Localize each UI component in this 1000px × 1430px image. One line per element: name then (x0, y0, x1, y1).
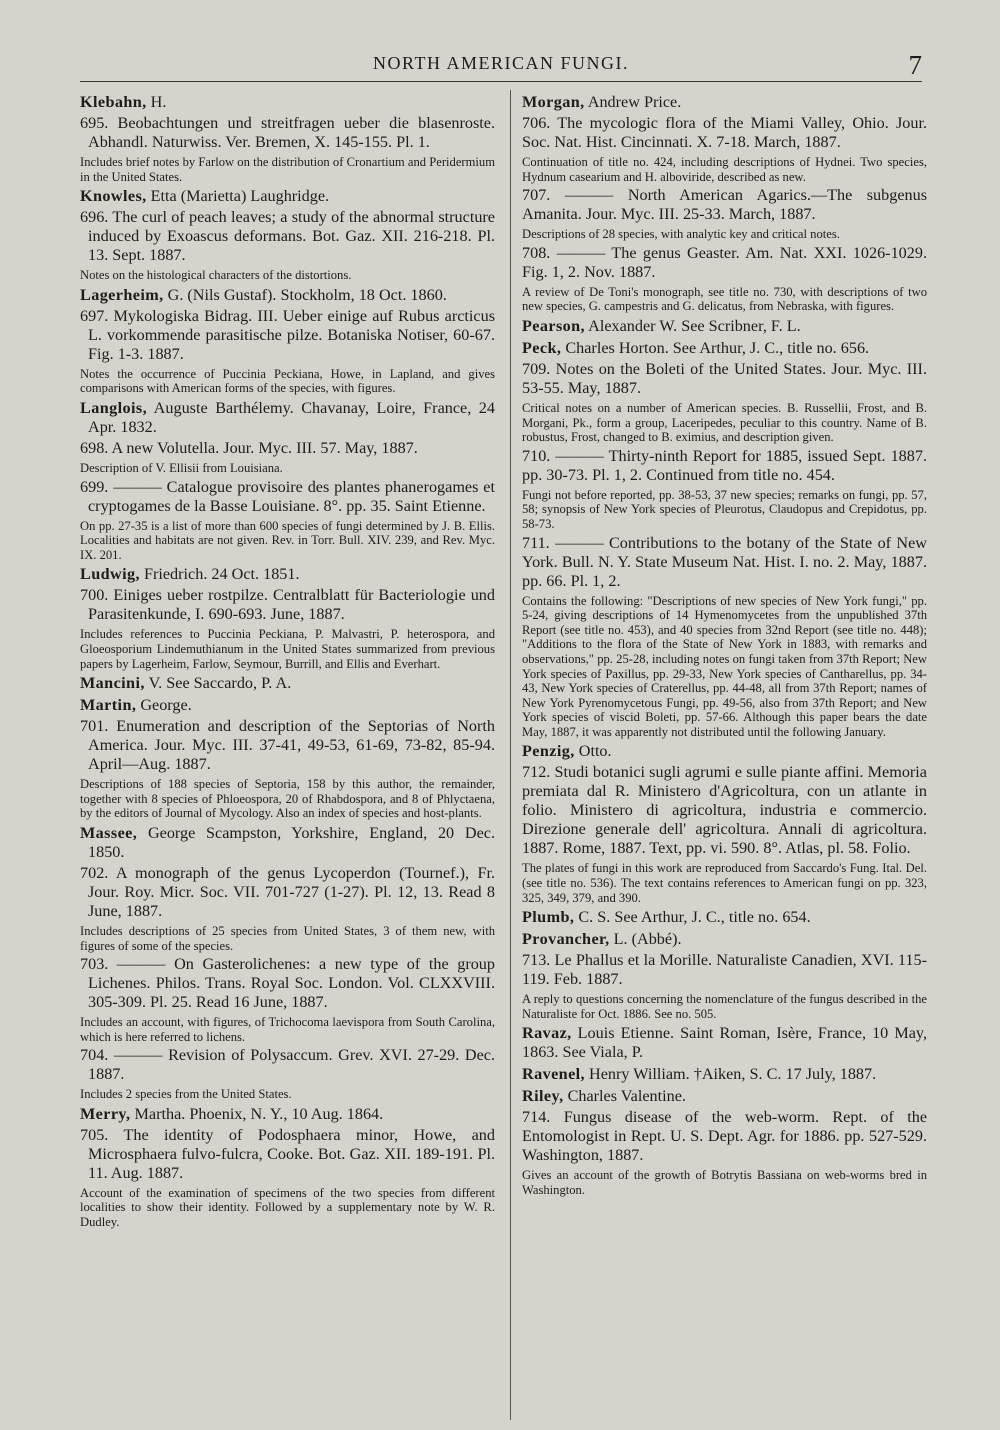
header-rule (80, 81, 922, 82)
bibliography-entry: 703. ——— On Gasterolichenes: a new type of the group Lichenes. Philos. Trans. Royal Soc. London. Vol. CLXXVIII. 305-309. Pl. 25. Read 16 June, 1887. (80, 955, 495, 1012)
bibliography-entry: 705. The identity of Podosphaera minor, Howe, and Microsphaera fulvo-fulcra, Cooke. Bot. Gaz. XII. 189-191. Pl. 11. Aug. 1887. (80, 1125, 495, 1182)
author-details: Henry William. †Aiken, S. C. 17 July, 1887. (585, 1065, 877, 1084)
bibliography-entry: 698. A new Volutella. Jour. Myc. III. 57. May, 1887. (80, 438, 418, 457)
bibliography-entry: 714. Fungus disease of the web-worm. Rept. of the Entomologist in Rept. U. S. Dept. Agr. for 1886. pp. 527-529. Washington, 1887. (522, 1108, 927, 1165)
bibliography-entry: 700. Einiges ueber rostpilze. Centralblatt für Bacteriologie und Parasitenkunde, I. 690-693. June, 1887. (80, 586, 495, 624)
author-details: Friedrich. 24 Oct. 1851. (139, 565, 300, 584)
bibliography-entry: 709. Notes on the Boleti of the United States. Jour. Myc. III. 53-55. May, 1887. (522, 359, 927, 397)
entry-annotation: Notes on the histological characters of the distortions. (80, 268, 352, 283)
author-name: Mancini, (80, 674, 145, 693)
running-title: NORTH AMERICAN FUNGI. (373, 53, 629, 73)
bibliography-entry: 706. The mycologic flora of the Miami Valley, Ohio. Jour. Soc. Nat. Hist. Cincinnati. X. 7-18. March, 1887. (522, 114, 927, 151)
bibliography-entry: 702. A monograph of the genus Lycoperdon (Tournef.), Fr. Jour. Roy. Micr. Soc. VII. 701-727 (1-27). Pl. 12, 13. Read 8 June, 1887. (80, 863, 495, 920)
bibliography-entry: 697. Mykologiska Bidrag. III. Ueber einige auf Rubus arcticus L. vorkommende parasitische pilze. Botaniska Notiser, 60-67. Fig. 1-3. 1887. (80, 306, 495, 363)
entry-annotation: Includes 2 species from the United States. (80, 1087, 292, 1102)
left-column (80, 90, 495, 1230)
entry-annotation: Critical notes on a number of American species. B. Russellii, Frost, and B. Morgani, Pk., form a group, Laceripedes, peculiar to this country. Name of B. robustus, Frost, changed to B. eximius, and description given. (522, 400, 927, 445)
bibliography-entry: 696. The curl of peach leaves; a study of the abnormal structure induced by Exoascus deformans. Bot. Gaz. XII. 216-218. Pl. 13. Sept. 1887. (80, 208, 495, 265)
author-name: Peck, (522, 338, 562, 357)
bibliography-entry: 713. Le Phallus et la Morille. Naturaliste Canadien, XVI. 115-119. Feb. 1887. (522, 951, 927, 989)
author-heading (80, 824, 495, 862)
author-name: Riley, (522, 1087, 564, 1106)
bibliography-entry: 711. ——— Contributions to the botany of the State of New York. Bull. N. Y. State Museum Nat. Hist. I. no. 2. May, 1887. pp. 66. Pl. 1, 2. (522, 533, 927, 590)
author-heading (80, 286, 495, 305)
bibliography-entry: 707. ——— North American Agarics.—The subgenus Amanita. Jour. Myc. III. 25-33. March, 1887. (522, 186, 927, 224)
entry-annotation: Descriptions of 28 species, with analytic key and critical notes. (522, 227, 840, 242)
entry-annotation: Fungi not before reported, pp. 38-53, 37 new species; remarks on fungi, pp. 57, 58; synopsis of New York species of Pleurotus, Claudopus and Crepidotus, pp. 58-73. (522, 487, 927, 531)
author-details: V. See Saccardo, P. A. (144, 674, 292, 693)
author-name: Morgan, (522, 93, 585, 111)
entry-annotation: A reply to questions concerning the nomenclature of the fungus described in the Naturaliste for Oct. 1886. See no. 505. (522, 992, 927, 1021)
entry-annotation: Descriptions of 188 species of Septoria, 158 by this author, the remainder, together with 8 species of Phloeospora, 20 of Rhabdospora, and 8 of Phlyctaena, by the editors of Journal of Mycology. Also an index of species and host-plants. (80, 777, 495, 821)
author-details: Auguste Barthélemy. Chavanay, Loire, France, 24 Apr. 1832. (88, 398, 495, 436)
author-details: Etta (Marietta) Laughridge. (146, 187, 330, 206)
author-details: Alexander W. See Scribner, F. L. (585, 316, 801, 335)
entry-annotation: Gives an account of the growth of Botrytis Bassiana on web-worms bred in Washington. (522, 1168, 927, 1198)
author-details: L. (Abbé). (609, 930, 682, 949)
author-details: H. (146, 93, 167, 111)
entry-annotation: On pp. 27-35 is a list of more than 600 species of fungi determined by J. B. Ellis. Localities and habitats are not given. Rev. in Torr. Bull. XIV. 239, and Rev. Myc. IX. 201. (80, 518, 495, 562)
author-name: Martin, (80, 696, 137, 715)
author-details: Martha. Phoenix, N. Y., 10 Aug. 1864. (130, 1104, 384, 1123)
author-heading (80, 565, 495, 584)
author-heading (80, 696, 495, 715)
author-details: Charles Valentine. (563, 1087, 686, 1106)
author-heading (522, 93, 927, 112)
author-heading (80, 399, 495, 437)
bibliography-entry: 699. ——— Catalogue provisoire des plantes phanerogames et cryptogames de la Basse Louisiane. 8°. pp. 35. Saint Etienne. (80, 477, 495, 515)
bibliography-entry: 708. ——— The genus Geaster. Am. Nat. XXI. 1026-1029. Fig. 1, 2. Nov. 1887. (522, 243, 927, 281)
author-name: Merry, (80, 1104, 131, 1123)
entry-annotation: Continuation of title no. 424, including descriptions of Hydnei. Two species, Hydnum casearium and H. alboviride, described as new. (522, 155, 927, 184)
entry-annotation: Includes descriptions of 25 species from United States, 3 of them new, with figures of some of the species. (80, 923, 495, 953)
author-heading (80, 93, 495, 112)
author-name: Massee, (80, 823, 138, 842)
author-details: Otto. (574, 742, 612, 761)
author-details: C. S. See Arthur, J. C., title no. 654. (574, 908, 811, 927)
bibliography-entry: 712. Studi botanici sugli agrumi e sulle piante affini. Memoria premiata dal R. Ministero d'Agricoltura, con un atlante in folio. Ministero di agricoltura, industria e commercio. Direzione generale dell' agricoltura. Annali di agricoltura. 1887. Rome, 1887. Text, pp. vi. 590. 8°. Atlas, pl. 58. Folio. (522, 763, 927, 858)
column-divider (510, 90, 511, 1420)
entry-annotation: Notes the occurrence of Puccinia Peckiana, Howe, in Lapland, and gives comparisons with American forms of the species, with figures. (80, 366, 495, 396)
author-name: Knowles, (80, 187, 147, 206)
bibliography-entry: 695. Beobachtungen und streitfragen ueber die blasenroste. Abhandl. Naturwiss. Ver. Bremen, X. 145-155. Pl. 1. (80, 114, 495, 151)
author-name: Penzig, (522, 742, 575, 761)
author-heading (522, 908, 927, 927)
author-name: Pearson, (522, 316, 585, 335)
author-heading (80, 187, 495, 206)
bibliography-entry: 701. Enumeration and description of the Septorias of North America. Jour. Myc. III. 37-41, 49-53, 61-69, 73-82, 85-94. April—Aug. 1887. (80, 717, 495, 774)
author-details: Louis Etienne. Saint Roman, Isère, France, 10 May, 1863. See Viala, P. (522, 1024, 927, 1062)
entry-annotation: The plates of fungi in this work are reproduced from Saccardo's Fung. Ital. Del. (see title no. 536). The text contains references to American fungi on pp. 323, 325, 349, 379, and 390. (522, 861, 927, 905)
right-column (522, 90, 927, 1198)
author-name: Plumb, (522, 908, 575, 927)
bibliography-entry: 704. ——— Revision of Polysaccum. Grev. XVI. 27-29. Dec. 1887. (80, 1046, 495, 1084)
entry-annotation: Includes brief notes by Farlow on the distribution of Cronartium and Peridermium in the United States. (80, 155, 495, 184)
author-heading (522, 339, 927, 358)
author-heading (522, 317, 927, 336)
author-heading (80, 1105, 495, 1124)
entry-annotation: Description of V. Ellisii from Louisiana. (80, 460, 283, 475)
author-name: Provancher, (522, 930, 610, 949)
author-heading (522, 1087, 927, 1106)
entry-annotation: Includes an account, with figures, of Trichocoma laevispora from South Carolina, which is here referred to lichens. (80, 1015, 495, 1044)
author-name: Langlois, (80, 398, 148, 417)
entry-annotation: Account of the examination of specimens of the two species from different localities to show their identity. Followed by a supplementary note by W. R. Dudley. (80, 1185, 495, 1230)
author-details: G. (Nils Gustaf). Stockholm, 18 Oct. 1860. (163, 285, 447, 304)
author-heading (522, 930, 927, 949)
author-details: Andrew Price. (584, 93, 682, 111)
author-heading (522, 1024, 927, 1062)
author-name: Ravenel, (522, 1065, 585, 1084)
author-name: Ravaz, (522, 1024, 572, 1043)
author-details: Charles Horton. See Arthur, J. C., title no. 656. (561, 338, 870, 357)
author-heading (80, 674, 495, 693)
author-heading (522, 1065, 927, 1084)
author-name: Lagerheim, (80, 285, 164, 304)
author-heading (522, 742, 927, 761)
author-details: George. (136, 696, 192, 715)
page-number: 7 (908, 50, 922, 80)
author-name: Ludwig, (80, 565, 140, 584)
author-details: George Scampston, Yorkshire, England, 20 Dec. 1850. (88, 823, 495, 861)
running-head (80, 50, 922, 80)
author-name: Klebahn, (80, 93, 147, 111)
entry-annotation: A review of De Toni's monograph, see title no. 730, with descriptions of two new species, G. campestris and G. delicatus, from Nebraska, with figures. (522, 284, 927, 314)
bibliography-entry: 710. ——— Thirty-ninth Report for 1885, issued Sept. 1887. pp. 30-73. Pl. 1, 2. Continued from title no. 454. (522, 446, 927, 484)
entry-annotation: Includes references to Puccinia Peckiana, P. Malvastri, P. heterospora, and Gloeosporium Lindemuthianum in the United States summarized from previous papers by Lagerheim, Farlow, Seymour, Burrill, and Ellis and Everhart. (80, 627, 495, 671)
entry-annotation: Contains the following: "Descriptions of new species of New York fungi," pp. 5-24, giving descriptions of 14 Hymenomycetes from the unpublished 37th Report (see title no. 453), and 40 species from 32nd Report (see title no. 448); "Additions to the flora of the State of New York in 1883, with remarks and observations," pp. 25-28, including notes on fungi taken from 37th Report; New York species of Paxillus, pp. 29-33, New York species of Cantharellus, pp. 34-43, New York species of Craterellus, pp. 44-48, all from 37th Report; names of New York Pyrenomycetous Fungi, pp. 49-56, also from 37th Report; and New York species of viscid Boleti, pp. 57-66. Although this paper bears the date May, 1887, it was apparently not distributed until the following January. (522, 593, 927, 739)
